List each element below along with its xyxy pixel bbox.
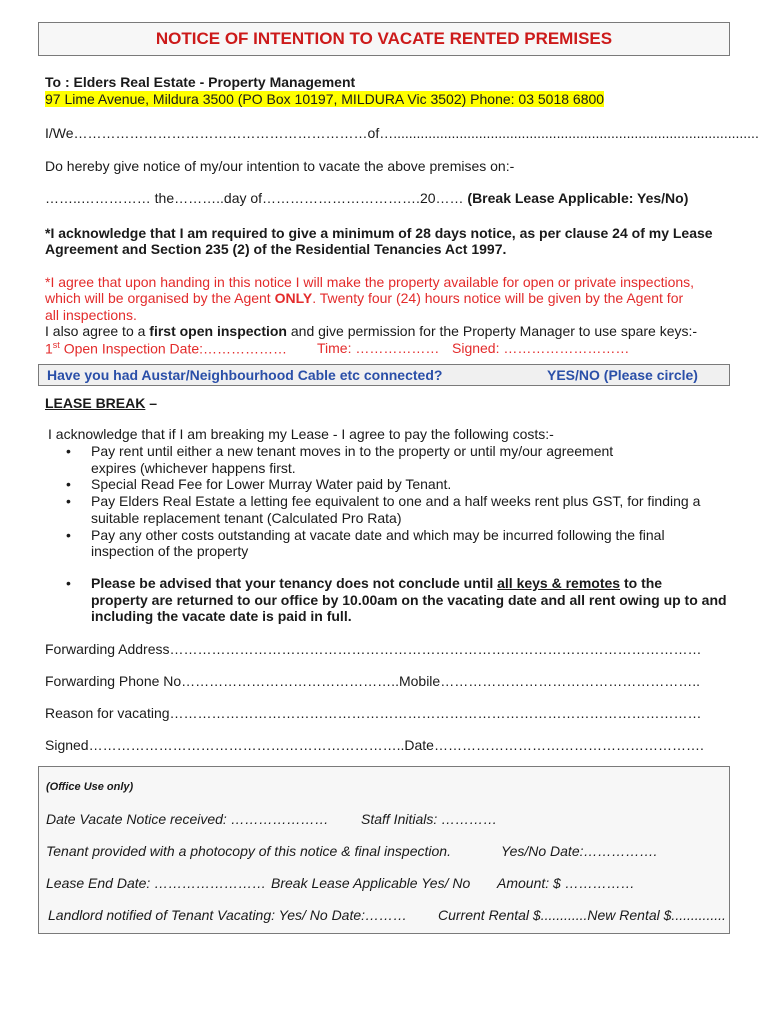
lease-break-heading bbox=[45, 395, 157, 411]
vacate-date-blank: ……..…………… the………..day of…………………………….20…… bbox=[45, 190, 464, 206]
forwarding-phone: Forwarding Phone No………………………………………..Mobile……………………………………………….. bbox=[45, 673, 700, 689]
cable-answer: YES/NO (Please circle) bbox=[547, 367, 698, 383]
vacate-notice-received: Date Vacate Notice received: ………………… bbox=[46, 811, 329, 827]
open-inspection-time: Time: ……………… bbox=[317, 340, 440, 356]
office-use-header: (Office Use only) bbox=[46, 781, 134, 793]
notice-pre: Please be advised that your tenancy does not conclude until bbox=[91, 575, 498, 591]
forwarding-address: Forwarding Address…………………………………………………………………………………………………… bbox=[45, 641, 702, 657]
notice-line-1 bbox=[91, 575, 662, 591]
bullet-icon: • bbox=[66, 575, 71, 591]
bullet-4-line-1: Pay any other costs outstanding at vacate date and which may be incurred following the final bbox=[91, 527, 665, 543]
staff-initials: Staff Initials: ………… bbox=[361, 811, 498, 827]
bullet-1-line-1: Pay rent until either a new tenant moves in to the property or until my/our agreement bbox=[91, 443, 614, 459]
signed-date-line: Signed…………………………………………………………..Date…………………………………………………. bbox=[45, 737, 704, 753]
bullet-3-line-1: Pay Elders Real Estate a letting fee equivalent to one and a half weeks rent plus GST, for finding a bbox=[91, 493, 701, 509]
notice-line-2: property are returned to our office by 10.00am on the vacating date and all rent owing up to and bbox=[91, 592, 727, 608]
photocopy-yesno-date: Yes/No Date:……………. bbox=[501, 843, 658, 859]
acknowledge-line-1: *I acknowledge that I am required to give a minimum of 28 days notice, as per clause 24 of my Lease bbox=[45, 225, 713, 241]
spare-keys-post: and give permission for the Property Manager to use spare keys:- bbox=[286, 323, 698, 339]
agree-line-3: all inspections. bbox=[45, 307, 137, 323]
break-lease-office: Break Lease Applicable Yes/ No bbox=[271, 875, 471, 891]
lease-end-date: Lease End Date: …………………… bbox=[46, 875, 267, 891]
agree-only: ONLY bbox=[274, 290, 313, 306]
current-new-rental: Current Rental $............New Rental $.............. bbox=[438, 907, 726, 923]
notice-keys: all keys & remotes bbox=[497, 575, 621, 591]
landlord-notified: Landlord notified of Tenant Vacating: Yes/ No Date:……… bbox=[48, 907, 408, 923]
agree-line-2 bbox=[45, 290, 683, 306]
break-lease-applicable: (Break Lease Applicable: Yes/No) bbox=[467, 190, 689, 206]
bullet-4-line-2: inspection of the property bbox=[91, 543, 249, 559]
bullet-2-line-1: Special Read Fee for Lower Murray Water paid by Tenant. bbox=[91, 476, 452, 492]
lease-break-title: LEASE BREAK bbox=[45, 395, 146, 411]
bullet-icon: • bbox=[66, 527, 71, 543]
lease-break-intro: I acknowledge that if I am breaking my Lease - I agree to pay the following costs:- bbox=[48, 426, 554, 442]
open-inspection-label: Open Inspection Date:……………… bbox=[59, 340, 288, 357]
acknowledge-line-2: Agreement and Section 235 (2) of the Residential Tenancies Act 1997. bbox=[45, 241, 507, 257]
bullet-1-line-2: expires (whichever happens first. bbox=[91, 460, 296, 476]
notice-post: to the bbox=[620, 575, 663, 591]
open-inspection-date bbox=[45, 340, 287, 357]
hereby-text: Do hereby give notice of my/our intention to vacate the above premises on:- bbox=[45, 158, 515, 174]
lease-break-dash: – bbox=[145, 395, 158, 411]
to-line: To : Elders Real Estate - Property Management bbox=[45, 74, 356, 90]
reason-for-vacating: Reason for vacating…………………………………………………………………………………………………… bbox=[45, 705, 702, 721]
address-highlight: 97 Lime Avenue, Mildura 3500 (PO Box 10197, MILDURA Vic 3502) Phone: 03 5018 6800 bbox=[45, 91, 605, 107]
agree-line-1: *I agree that upon handing in this notice I will make the property available for open or private inspections, bbox=[45, 274, 695, 290]
vacate-date-line bbox=[45, 190, 688, 206]
iwe-line: I/We………………………………………………………of….............................................................................................. bbox=[45, 125, 759, 141]
open-inspection-signed: Signed: ……………………… bbox=[452, 340, 630, 356]
office-use-box bbox=[38, 766, 730, 934]
open-inspection-num: 1 bbox=[45, 340, 53, 357]
agree-line-2-pre: which will be organised by the Agent bbox=[45, 290, 275, 306]
notice-line-3: including the vacate date is paid in full. bbox=[91, 608, 352, 624]
bullet-icon: • bbox=[66, 443, 71, 459]
amount: Amount: $ …………… bbox=[497, 875, 635, 891]
open-inspection-sup: st bbox=[52, 340, 60, 350]
photocopy-provided: Tenant provided with a photocopy of this notice & final inspection. bbox=[46, 843, 451, 859]
bullet-3-line-2: suitable replacement tenant (Calculated Pro Rata) bbox=[91, 510, 402, 526]
address-line bbox=[45, 91, 604, 107]
spare-keys-bold: first open inspection bbox=[149, 323, 287, 339]
cable-question: Have you had Austar/Neighbourhood Cable etc connected? bbox=[47, 367, 443, 383]
title-box bbox=[38, 22, 730, 56]
page-title: NOTICE OF INTENTION TO VACATE RENTED PREMISES bbox=[155, 29, 613, 48]
agree-line-2-post: . Twenty four (24) hours notice will be given by the Agent for bbox=[312, 290, 684, 306]
cable-question-box bbox=[38, 364, 730, 386]
spare-keys-line bbox=[45, 323, 697, 339]
spare-keys-pre: I also agree to a bbox=[45, 323, 150, 339]
bullet-icon: • bbox=[66, 476, 71, 492]
bullet-icon: • bbox=[66, 493, 71, 509]
